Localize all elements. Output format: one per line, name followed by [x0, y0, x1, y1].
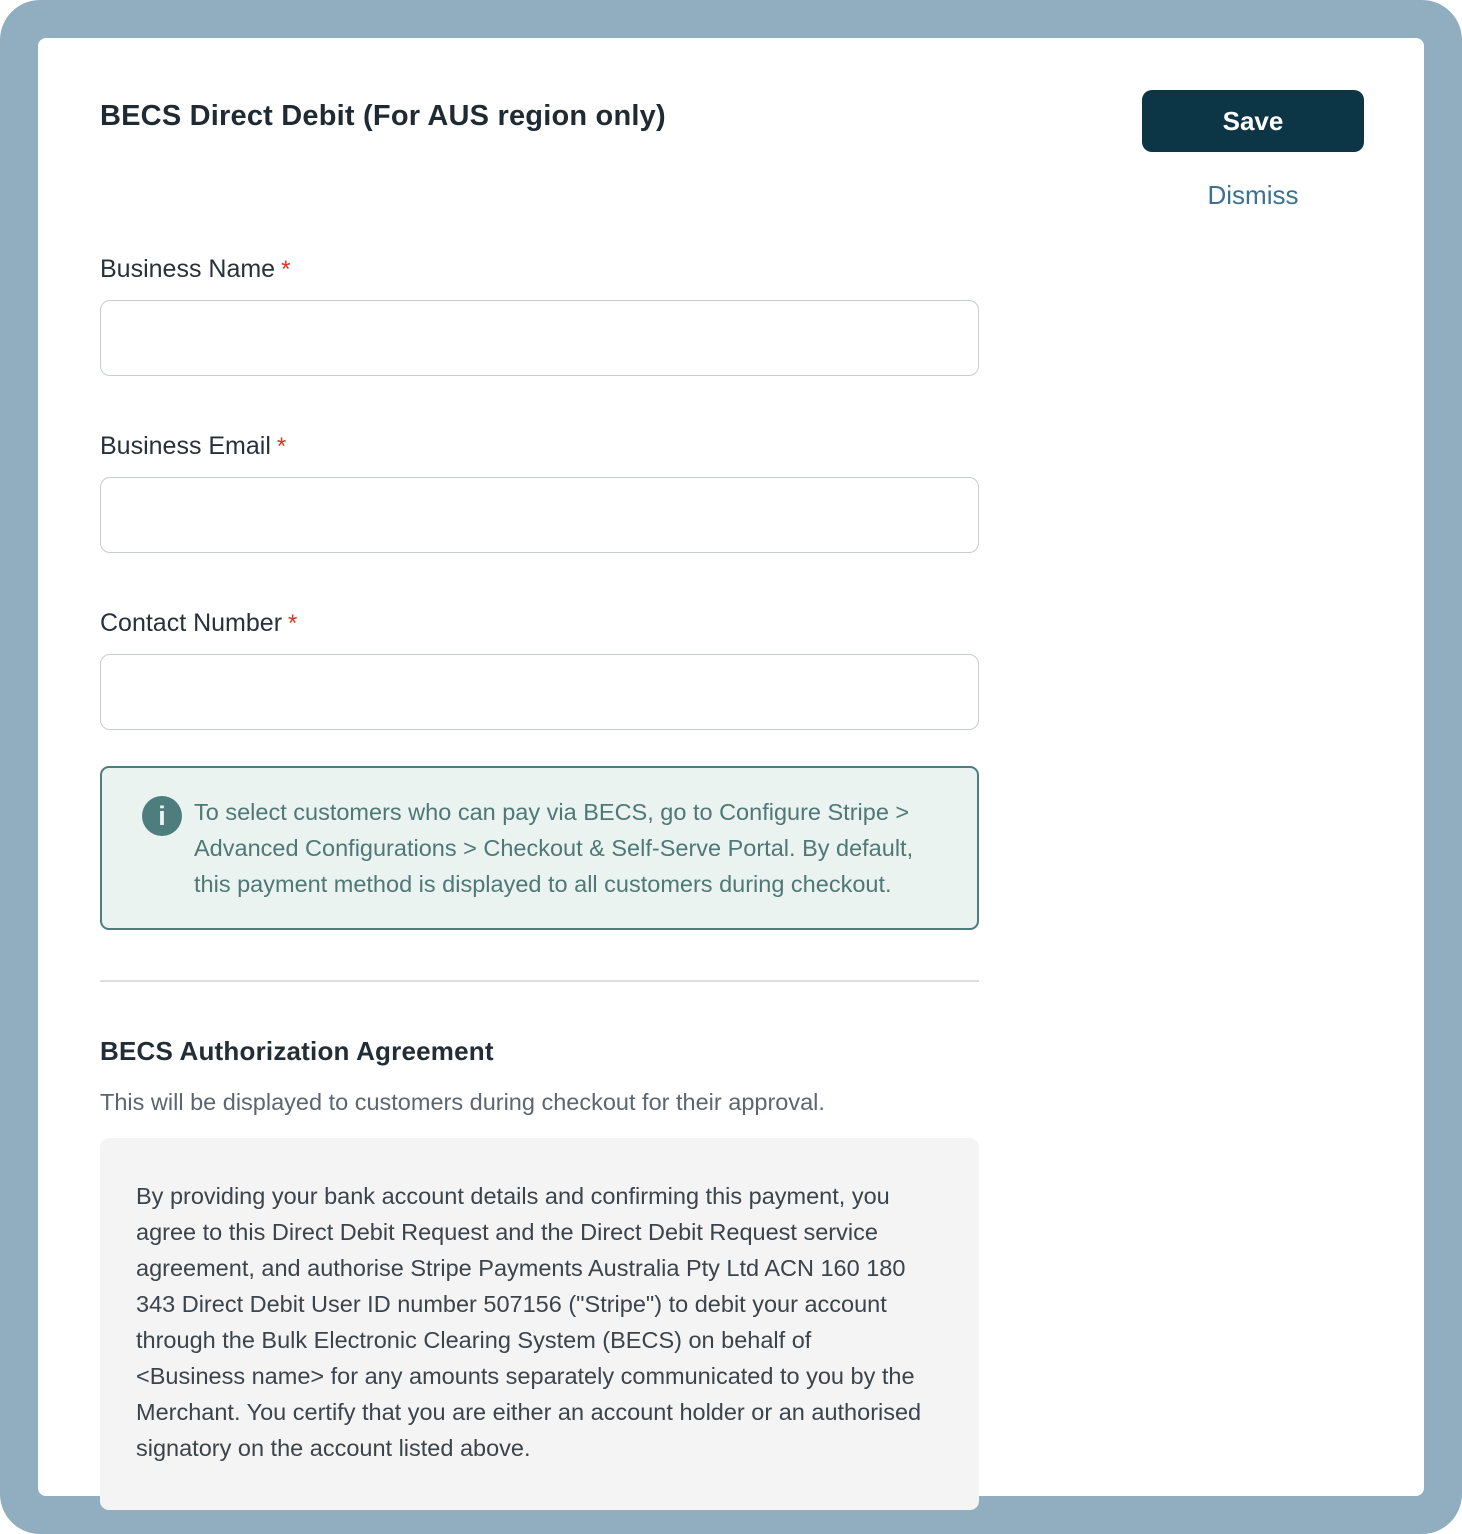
info-callout: [100, 766, 979, 930]
page-title: BECS Direct Debit (For AUS region only): [100, 100, 666, 132]
business-name-label-text: Business Name: [100, 255, 276, 283]
business-name-field: [100, 255, 979, 376]
required-asterisk: *: [276, 433, 287, 460]
agreement-section-heading: BECS Authorization Agreement: [100, 1036, 494, 1066]
agreement-box: [100, 1138, 979, 1510]
business-name-input[interactable]: [100, 300, 979, 376]
header-row: [100, 94, 1364, 211]
required-asterisk: *: [288, 610, 298, 637]
becs-form: [100, 255, 979, 1510]
save-button[interactable]: Save: [1142, 90, 1364, 152]
business-name-label: [100, 255, 979, 284]
business-email-label-text: Business Email: [100, 432, 271, 460]
dismiss-link[interactable]: Dismiss: [1207, 180, 1299, 210]
header-actions: [1142, 90, 1364, 211]
business-email-label: [100, 432, 979, 461]
business-email-field: [100, 432, 979, 553]
contact-number-input[interactable]: [100, 654, 979, 730]
section-divider: [100, 980, 979, 982]
required-asterisk: *: [281, 256, 291, 283]
info-icon: i: [142, 796, 182, 836]
info-callout-text: To select customers who can pay via BECS, go to Configure Stripe > Advanced Configurations > Checkout & Self-Serve Portal. By default, this payment method is displayed to all customers during checkout.: [194, 799, 914, 897]
agreement-text: By providing your bank account details and confirming this payment, you agree to this Direct Debit Request and the Direct Debit Request service agreement, and authorise Stripe Payments Australia Pty Ltd ACN 160 180 343 Direct Debit User ID number 507156 ("Stripe") to debit your account through the Bulk Electronic Clearing System (BECS) on behalf of <Business name> for any amounts separately communicated to you by the Merchant. You certify that you are either an account holder or an authorised signatory on the account listed above.: [136, 1183, 922, 1461]
contact-number-field: [100, 609, 979, 730]
contact-number-label: [100, 609, 979, 638]
contact-number-label-text: Contact Number: [100, 609, 283, 637]
business-email-input[interactable]: [100, 477, 979, 553]
becs-settings-card: [38, 38, 1424, 1496]
agreement-section-subtext: This will be displayed to customers during checkout for their approval.: [100, 1089, 825, 1115]
